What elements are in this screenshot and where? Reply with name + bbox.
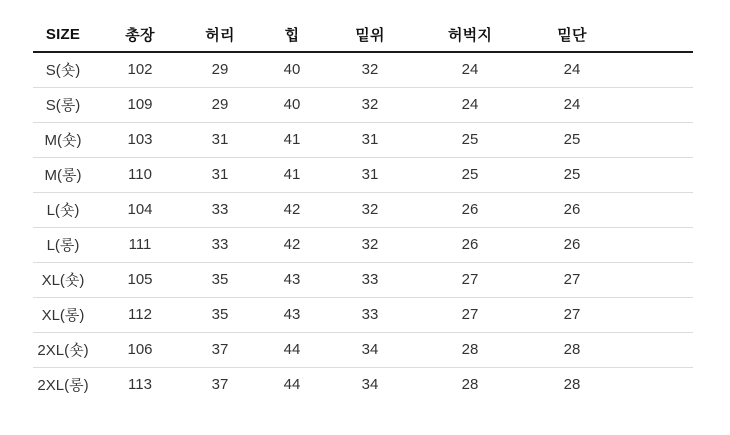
table-row bbox=[33, 87, 693, 122]
row-spacer-cell bbox=[613, 367, 693, 402]
header-cell: 허벅지 bbox=[409, 18, 531, 52]
row-spacer-cell bbox=[613, 297, 693, 332]
measurement-cell: 33 bbox=[187, 192, 253, 227]
measurement-cell: 24 bbox=[409, 52, 531, 87]
row-spacer-cell bbox=[613, 192, 693, 227]
measurement-cell: 40 bbox=[253, 52, 331, 87]
table-row bbox=[33, 262, 693, 297]
row-spacer-cell bbox=[613, 87, 693, 122]
measurement-cell: 35 bbox=[187, 297, 253, 332]
size-chart-header bbox=[33, 18, 693, 52]
measurement-cell: 26 bbox=[531, 192, 613, 227]
measurement-cell: 24 bbox=[531, 52, 613, 87]
measurement-cell: 41 bbox=[253, 157, 331, 192]
measurement-cell: 113 bbox=[128, 376, 152, 394]
size-chart-table bbox=[33, 18, 693, 402]
measurement-cell: 32 bbox=[331, 192, 409, 227]
table-row bbox=[33, 122, 693, 157]
measurement-cell: 31 bbox=[331, 157, 409, 192]
measurement-cell: 25 bbox=[531, 157, 613, 192]
measurement-cell: 28 bbox=[409, 332, 531, 367]
measurement-cell: 37 bbox=[187, 332, 253, 367]
header-spacer-cell bbox=[613, 18, 693, 52]
measurement-cell: 26 bbox=[409, 192, 531, 227]
measurement-cell: 102 bbox=[93, 52, 187, 87]
measurement-cell: 24 bbox=[409, 87, 531, 122]
size-label-cell: XL(롱) bbox=[33, 297, 93, 332]
measurement-cell: 29 bbox=[187, 87, 253, 122]
row-spacer-cell bbox=[613, 122, 693, 157]
row-spacer-cell bbox=[613, 227, 693, 262]
row-spacer-cell bbox=[613, 157, 693, 192]
size-label-cell: M(숏) bbox=[33, 122, 93, 157]
measurement-cell: 42 bbox=[253, 227, 331, 262]
header-row bbox=[33, 18, 693, 52]
size-label-cell: S(숏) bbox=[33, 52, 93, 87]
header-cell: 밑위 bbox=[331, 18, 409, 52]
measurement-cell: 34 bbox=[361, 376, 379, 394]
size-label-cell: L(롱) bbox=[33, 227, 93, 262]
measurement-cell: 32 bbox=[331, 87, 409, 122]
header-cell: 힙 bbox=[253, 18, 331, 52]
measurement-cell: 35 bbox=[187, 262, 253, 297]
measurement-cell: 103 bbox=[93, 122, 187, 157]
measurement-cell: 41 bbox=[253, 122, 331, 157]
size-chart-container bbox=[33, 18, 693, 402]
measurement-cell: 25 bbox=[409, 122, 531, 157]
measurement-cell: 112 bbox=[93, 297, 187, 332]
measurement-cell: 42 bbox=[253, 192, 331, 227]
header-cell: 허리 bbox=[187, 18, 253, 52]
measurement-cell: 109 bbox=[93, 87, 187, 122]
measurement-cell: 27 bbox=[531, 262, 613, 297]
size-label-cell: 2XL(숏) bbox=[33, 332, 93, 367]
table-row bbox=[33, 52, 693, 87]
measurement-cell: 33 bbox=[187, 227, 253, 262]
measurement-cell: 43 bbox=[253, 297, 331, 332]
measurement-cell: 25 bbox=[531, 122, 613, 157]
measurement-cell: 32 bbox=[331, 52, 409, 87]
measurement-cell: 31 bbox=[187, 157, 253, 192]
measurement-cell: 105 bbox=[93, 262, 187, 297]
header-cell: 총장 bbox=[93, 18, 187, 52]
measurement-cell: 31 bbox=[187, 122, 253, 157]
measurement-cell: 32 bbox=[331, 227, 409, 262]
measurement-cell: 28 bbox=[563, 376, 581, 394]
row-spacer-cell bbox=[613, 262, 693, 297]
measurement-cell: 26 bbox=[531, 227, 613, 262]
measurement-cell: 40 bbox=[253, 87, 331, 122]
measurement-cell: 44 bbox=[253, 332, 331, 367]
measurement-cell: 33 bbox=[331, 262, 409, 297]
size-label-cell: M(롱) bbox=[33, 157, 93, 192]
measurement-cell: 37 bbox=[211, 376, 229, 394]
size-label-cell: XL(숏) bbox=[33, 262, 93, 297]
size-label-cell: L(숏) bbox=[33, 192, 93, 227]
size-label-cell: S(롱) bbox=[33, 87, 93, 122]
size-chart-body bbox=[33, 52, 693, 402]
measurement-cell: 26 bbox=[409, 227, 531, 262]
table-row bbox=[33, 227, 693, 262]
size-label-cell: 2XL(롱) bbox=[37, 377, 89, 395]
table-row bbox=[33, 367, 693, 402]
measurement-cell: 27 bbox=[409, 262, 531, 297]
measurement-cell: 34 bbox=[331, 332, 409, 367]
measurement-cell: 29 bbox=[187, 52, 253, 87]
table-row bbox=[33, 157, 693, 192]
measurement-cell: 28 bbox=[461, 376, 479, 394]
measurement-cell: 28 bbox=[531, 332, 613, 367]
measurement-cell: 25 bbox=[409, 157, 531, 192]
measurement-cell: 104 bbox=[93, 192, 187, 227]
row-spacer-cell bbox=[613, 52, 693, 87]
measurement-cell: 33 bbox=[331, 297, 409, 332]
measurement-cell: 27 bbox=[409, 297, 531, 332]
measurement-cell: 24 bbox=[531, 87, 613, 122]
measurement-cell: 27 bbox=[531, 297, 613, 332]
table-row bbox=[33, 192, 693, 227]
row-spacer-cell bbox=[613, 332, 693, 367]
measurement-cell: 44 bbox=[283, 376, 301, 394]
table-row bbox=[33, 332, 693, 367]
measurement-cell: 106 bbox=[93, 332, 187, 367]
table-row bbox=[33, 297, 693, 332]
header-cell: SIZE bbox=[33, 18, 93, 52]
measurement-cell: 43 bbox=[253, 262, 331, 297]
measurement-cell: 111 bbox=[93, 227, 187, 262]
measurement-cell: 31 bbox=[331, 122, 409, 157]
header-cell: 밑단 bbox=[531, 18, 613, 52]
measurement-cell: 110 bbox=[93, 157, 187, 192]
